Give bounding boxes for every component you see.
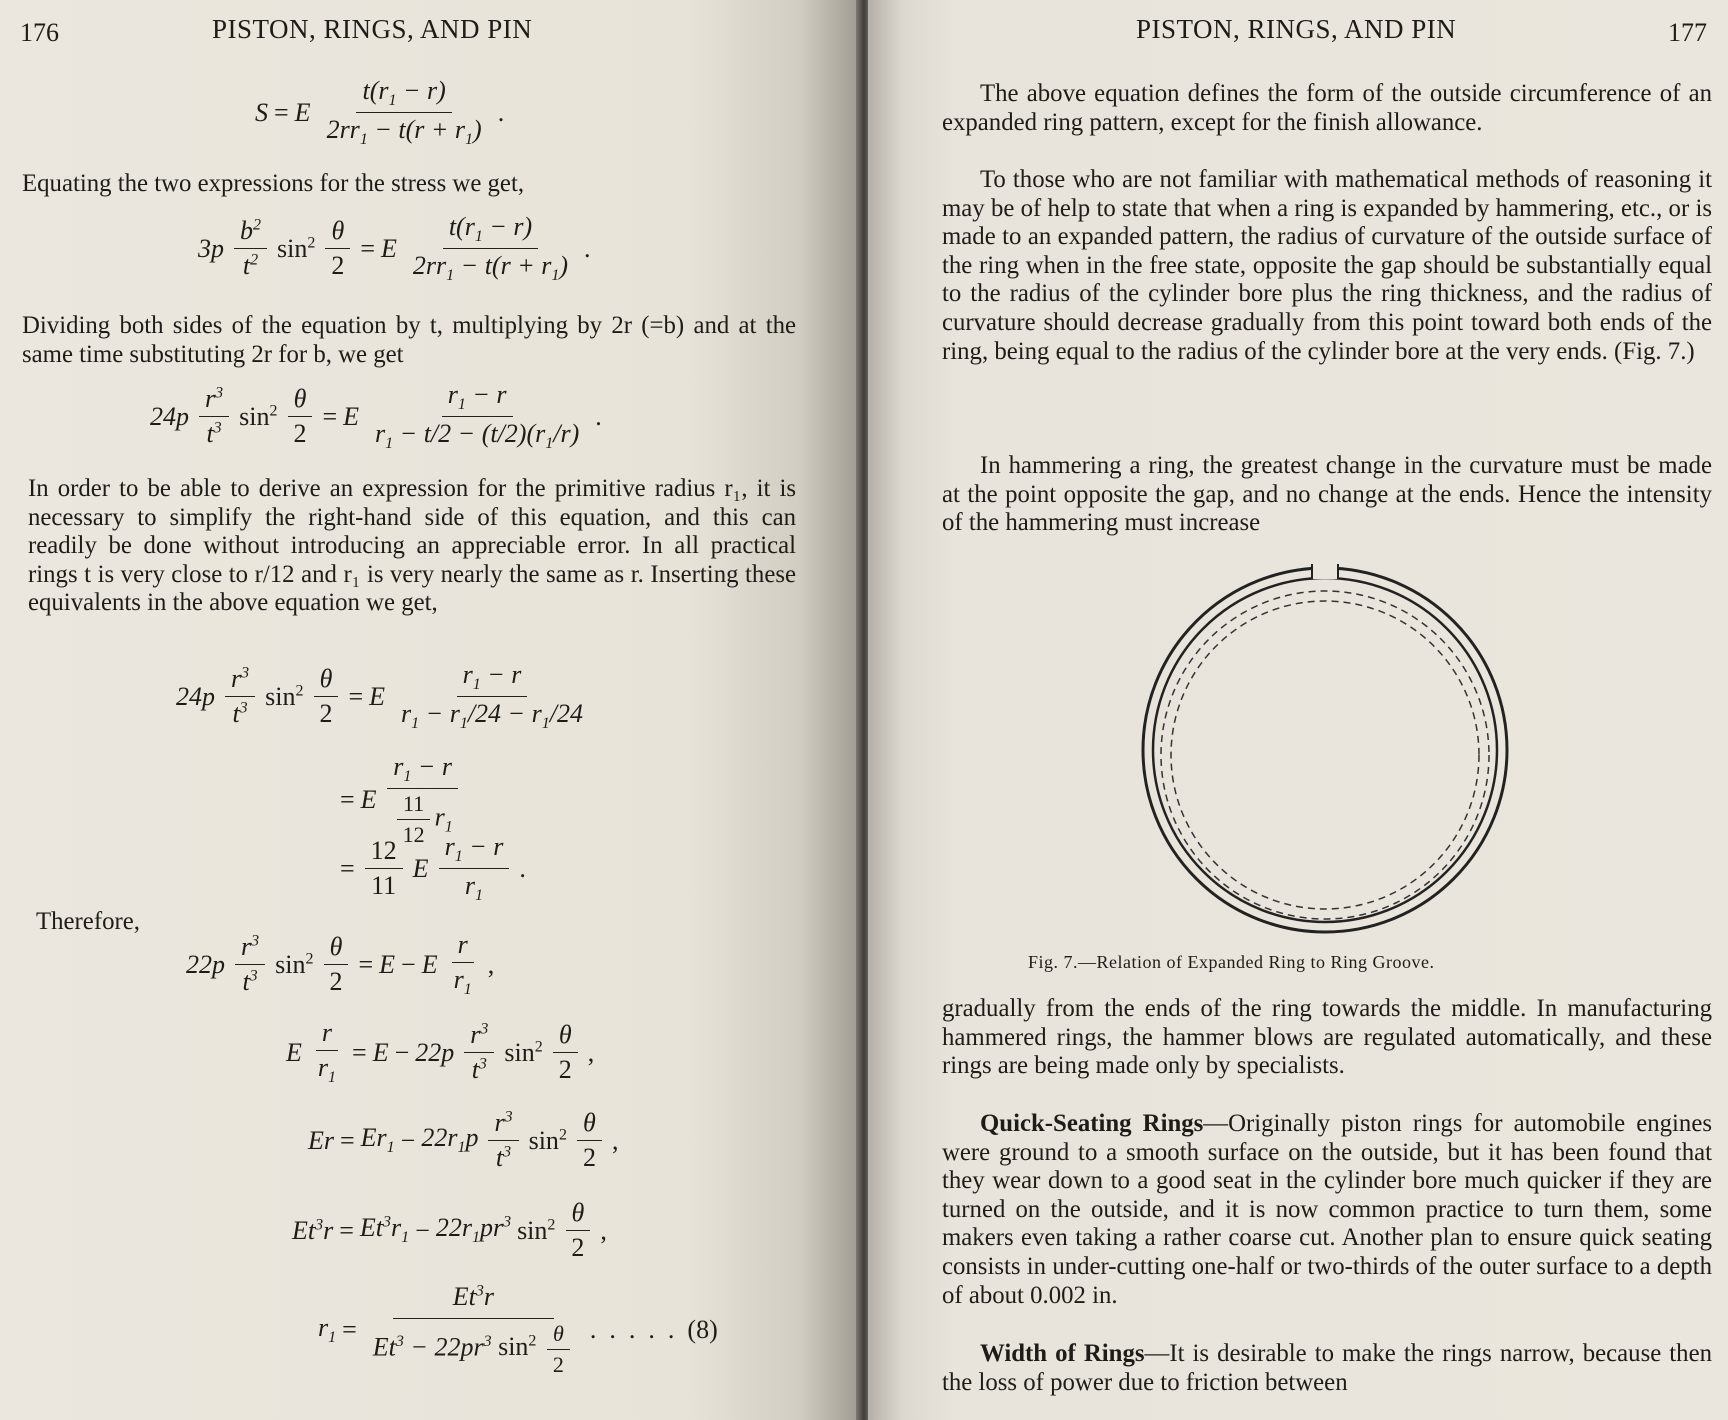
paragraph-width-of-rings	[942, 1340, 1712, 1397]
equation-therefore-2: E $\frac{r}{r_1}$ = E − 22p $\frac{r^3}{t^3}$ $\sin^2$ $\frac{\theta}{2}$ ,	[286, 1018, 595, 1087]
paragraph-not-familiar: To those who are not familiar with mathematical methods of reasoning it may be of help to state that when a ring is expanded by hammering, etc., or is made to an expanded pattern, the radius of curvature of the outside surface of the ring when in the free state, opposite the gap should be substantially equal to the radius of the cylinder bore plus the ring thickness, and the radius of curvature should decrease gradually from this point toward both ends of the ring, being equal to the radius of the cylinder bore at the very ends. (Fig. 7.)	[942, 166, 1712, 365]
paragraph-equation-defines: The above equation defines the form of the outside circumference of an expanded ring pattern, except for the finish allowance.	[942, 80, 1712, 136]
page-number-177: 177	[1668, 18, 1707, 47]
equation-stress: S = E $\frac{t(r_1 - r)}{2rr_1 - t(r + r_1)}$ .	[255, 76, 505, 149]
equation-therefore-3: Er = $Er_1$ − $22r_1p$ $\frac{r^3}{t^3}$ $\sin^2$ $\frac{\theta}{2}$ ,	[308, 1108, 619, 1172]
text-quick-seating: —Originally piston rings for automobile engines were ground to a smooth surface on the outside, but it has been found that they wear down to a good seat in the cylinder bore much quicker if they are turned on the outside, and it is now common practice to turn them, some makers even taking a rather coarse cut. Another plan to ensure quick seating consists in under-cutting one-half or two-thirds of the outer surface to a depth of about 0.002 in.	[942, 1110, 1712, 1309]
figure-caption: Fig. 7.—Relation of Expanded Ring to Ring Groove.	[1028, 952, 1435, 972]
equation-equated: 3p $\frac{b^2}{t^2}$ $\sin^2$ $\frac{\theta}{2}$ = E $\frac{t(r_1 - r)}{2rr_1 - t(r + r_1)}$ .	[198, 212, 591, 285]
equation-substituted-3: = $\frac{12}{11}$ E $\frac{r_1 - r}{r_1}$ .	[340, 832, 526, 905]
paragraph-gradually: gradually from the ends of the ring towards the middle. In manufacturing hammered rings, the hammer blows are regulated automatically, and these rings are being made only by specialists.	[942, 995, 1712, 1080]
heading-width-of-rings: Width of Rings	[980, 1340, 1145, 1367]
heading-quick-seating: Quick-Seating Rings	[980, 1110, 1204, 1137]
running-head-left: PISTON, RINGS, AND PIN	[212, 14, 533, 44]
page-number-176: 176	[20, 18, 59, 47]
text-simplify: In order to be able to derive an expression for the primitive radius r₁, it is necessary to simplify the right-hand side of this equation, and this can readily be done without introducing an appreciable error. In all practical rings t is very close to r/12 and r₁ is very nearly the same as r. Inserting these equivalents in the above equation we get,	[28, 475, 796, 617]
equation-divided: 24p $\frac{r^3}{t^3}$ $\sin^2$ $\frac{\theta}{2}$ = E $\frac{r_1 - r}{r_1 - t/2 - (t/2)(r_1/r)}$ .	[150, 380, 602, 453]
paragraph-quick-seating	[942, 1110, 1712, 1310]
left-page	[0, 0, 860, 1420]
equation-therefore-1: 22p $\frac{r^3}{t^3}$ $\sin^2$ $\frac{\theta}{2}$ = E − E $\frac{r}{r_1}$ ,	[186, 930, 495, 999]
text-dividing: Dividing both sides of the equation by t, multiplying by 2r (=b) and at the same time substituting 2r for b, we get	[22, 312, 796, 368]
text-therefore: Therefore,	[36, 908, 140, 935]
expanded-ring-figure	[1135, 555, 1515, 935]
paragraph-hammering: In hammering a ring, the greatest change in the curvature must be made at the point opposite the gap, and no change at the ends. Hence the intensity of the hammering must increase	[942, 452, 1712, 537]
running-head-right: PISTON, RINGS, AND PIN	[1136, 14, 1457, 44]
equation-8: $r_1$ = Et$^3$r $Et^3 - 22pr^3$ $\sin^2$ $\frac{\theta}{2}$ . . . . . (8)	[318, 1282, 718, 1377]
equation-therefore-4: Et$^3$r = $Et^3r_1$ − $22r_1pr^3$ $\sin^2$ $\frac{\theta}{2}$ ,	[292, 1198, 607, 1262]
text-width-of-rings: —It is desirable to make the rings narrow, because then the loss of power due to friction between	[942, 1340, 1712, 1396]
equation-substituted-2: = E $r_1 - r$ $\frac{11}{12}$ $r_1$	[340, 752, 463, 848]
text-equating: Equating the two expressions for the stress we get,	[22, 170, 525, 197]
equation-substituted: 24p $\frac{r^3}{t^3}$ $\sin^2$ $\frac{\theta}{2}$ = E $\frac{r_1 - r}{r_1 - r_1/24 - r_1/24}$	[176, 660, 583, 733]
